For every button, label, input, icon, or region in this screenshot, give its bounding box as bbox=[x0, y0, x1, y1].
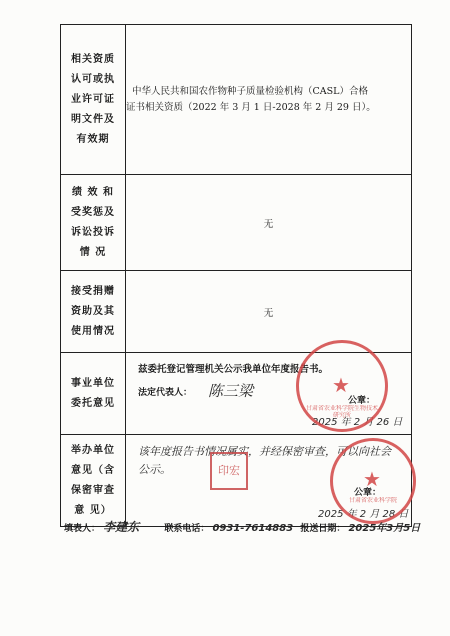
label-qualification: 相关资质 认可或执 业许可证 明文件及 有效期 bbox=[61, 25, 126, 175]
report-date-value: 2025年3月5日 bbox=[348, 523, 421, 534]
performance-value: 无 bbox=[126, 175, 412, 271]
label-sponsor: 事业单位 委托意见 bbox=[61, 353, 126, 435]
donations-value: 无 bbox=[126, 271, 412, 353]
legal-rep-signature: 陈三梁 bbox=[208, 382, 254, 400]
filler-signature: 李建东 bbox=[103, 520, 140, 534]
legal-rep-label: 法定代表人： bbox=[138, 388, 193, 398]
label-donations: 接受捐赠 资助及其 使用情况 bbox=[61, 271, 126, 353]
label-performance: 绩 效 和 受奖惩及 诉讼投诉 情 况 bbox=[61, 175, 126, 271]
organizer-opinion-line1: 该年度报告书情况属实，并经保密审查，可以向社会 bbox=[138, 445, 391, 458]
label-organizer: 举办单位 意见（含 保密审查 意 见） bbox=[61, 435, 126, 527]
footer-line bbox=[64, 518, 420, 535]
row-donations bbox=[61, 271, 412, 353]
sponsor-opinion-text: 兹委托登记管理机关公示我单位年度报告书。 bbox=[138, 364, 329, 375]
organizer-official-seal-stamp: ★ 甘肃省农业科学院 bbox=[330, 438, 416, 524]
row-performance bbox=[61, 175, 412, 271]
personal-seal-stamp: 印宏 bbox=[210, 452, 248, 490]
phone-label: 联系电话： bbox=[164, 524, 210, 534]
sponsor-official-seal-stamp: ★ 甘肃省农业科学院生物技术研究所 bbox=[296, 340, 388, 432]
organizer-opinion-line2: 公示。 bbox=[138, 463, 171, 476]
organizer-date: 2025 年 2 月 28 日 bbox=[318, 509, 409, 520]
report-date-label: 报送日期： bbox=[300, 524, 346, 534]
row-qualification bbox=[61, 25, 412, 175]
sponsor-date: 2025 年 2 月 26 日 bbox=[312, 417, 403, 428]
phone-value: 0931-7614883 bbox=[212, 523, 294, 534]
filler-label: 填表人： bbox=[64, 524, 101, 534]
qualification-text: 中华人民共和国农作物种子质量检验机构（CASL）合格 证书相关资质（2022 年 3 月 1 日-2028 年 2 月 29 日）。 bbox=[126, 25, 412, 175]
organizer-seal-label: 公章： bbox=[354, 488, 382, 498]
sponsor-seal-label: 公章： bbox=[348, 396, 376, 406]
